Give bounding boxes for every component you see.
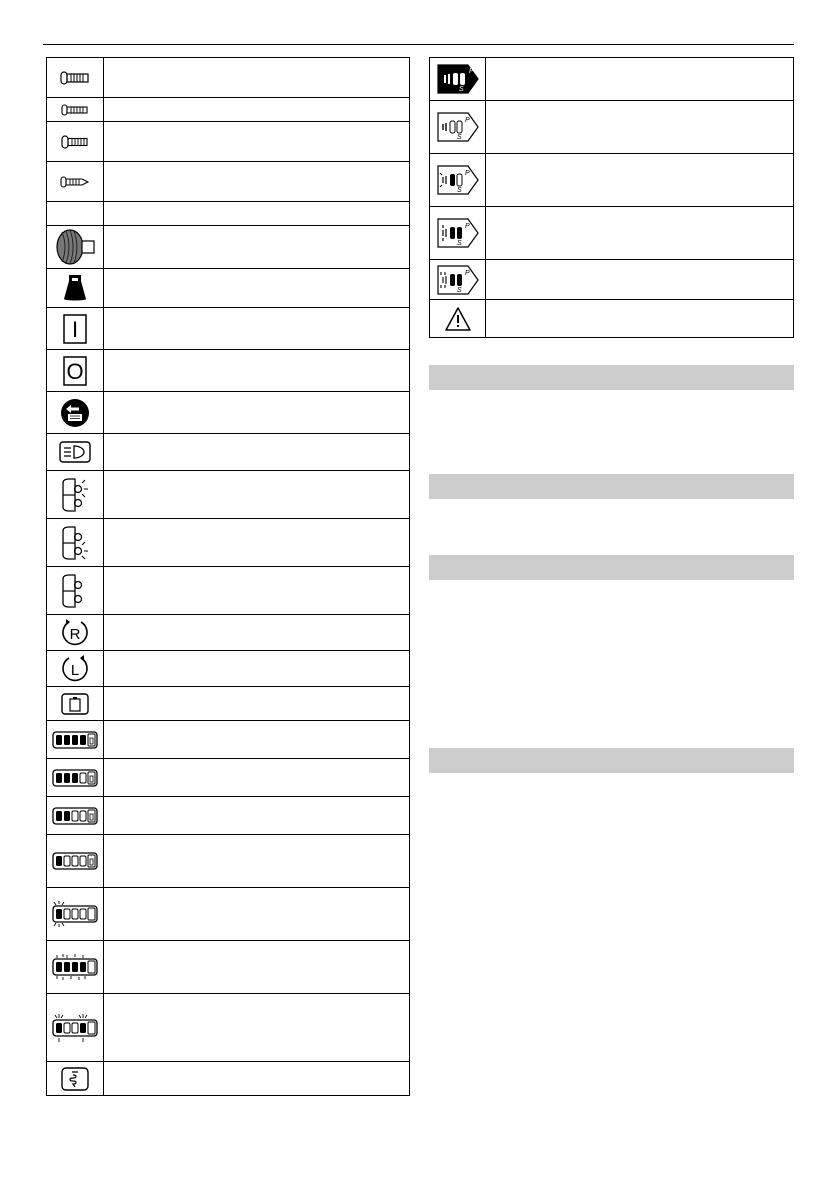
section-heading-bar bbox=[429, 365, 794, 390]
symbol-text bbox=[104, 308, 410, 350]
section-heading-bar bbox=[429, 474, 794, 499]
section-heading-bar bbox=[429, 748, 794, 773]
speed-mode-3-icon bbox=[430, 216, 485, 250]
speed-mode-2-icon bbox=[430, 163, 485, 197]
symbol-text bbox=[104, 941, 410, 994]
svg-text:S: S bbox=[456, 286, 462, 294]
symbol-text bbox=[104, 797, 410, 835]
symbol-row bbox=[430, 207, 794, 260]
symbol-text bbox=[486, 154, 794, 207]
symbol-text bbox=[486, 207, 794, 260]
symbol-text bbox=[104, 759, 410, 797]
symbol-row bbox=[47, 98, 410, 122]
symbol-text bbox=[486, 260, 794, 300]
symbol-text bbox=[104, 651, 410, 687]
symbol-row bbox=[47, 202, 410, 226]
symbol-text bbox=[104, 835, 410, 888]
symbol-row bbox=[47, 687, 410, 721]
rotation-right-icon bbox=[47, 618, 103, 648]
battery-level-2-icon bbox=[47, 807, 103, 825]
symbol-row bbox=[47, 941, 410, 994]
page-top-rule bbox=[43, 44, 794, 45]
symbol-row bbox=[430, 154, 794, 207]
symbol-row bbox=[47, 797, 410, 835]
symbol-text bbox=[104, 98, 410, 122]
symbol-row bbox=[430, 300, 794, 338]
battery-level-1-blinking-icon bbox=[47, 901, 103, 927]
screw-large-icon bbox=[47, 71, 103, 85]
symbol-text bbox=[104, 687, 410, 721]
symbol-text bbox=[104, 269, 410, 308]
symbol-row bbox=[47, 835, 410, 888]
symbol-text bbox=[104, 392, 410, 434]
screw-short-icon bbox=[47, 135, 103, 149]
power-off-switch-icon bbox=[47, 356, 103, 386]
symbols-table-right bbox=[429, 57, 794, 338]
symbol-text bbox=[104, 519, 410, 567]
svg-text:I: I bbox=[71, 316, 79, 342]
svg-text:P: P bbox=[464, 223, 470, 230]
symbol-text bbox=[104, 567, 410, 615]
svg-text:R: R bbox=[69, 625, 81, 643]
symbols-table-left bbox=[46, 57, 410, 1096]
battery-level-alternating-icon bbox=[47, 1013, 103, 1043]
symbol-text bbox=[486, 58, 794, 101]
symbol-row bbox=[430, 260, 794, 300]
symbol-row bbox=[47, 888, 410, 941]
power-on-switch-icon bbox=[47, 314, 103, 344]
battery-level-3-icon bbox=[47, 769, 103, 787]
symbol-text bbox=[104, 994, 410, 1062]
svg-text:S: S bbox=[456, 240, 462, 247]
symbol-text bbox=[104, 615, 410, 651]
symbol-row bbox=[47, 721, 410, 759]
screw-medium-icon bbox=[47, 104, 103, 116]
symbol-row bbox=[47, 471, 410, 519]
section-heading-bar bbox=[429, 555, 794, 580]
symbol-text bbox=[104, 58, 410, 98]
symbol-row bbox=[430, 58, 794, 101]
symbol-text bbox=[104, 434, 410, 471]
symbol-row bbox=[47, 392, 410, 434]
symbol-text bbox=[104, 721, 410, 759]
mode-bottom-lit-icon bbox=[47, 525, 103, 561]
speed-mode-solid-icon bbox=[430, 62, 485, 96]
svg-text:L: L bbox=[70, 661, 80, 679]
svg-text:S: S bbox=[456, 187, 462, 194]
warning-triangle-icon bbox=[430, 306, 485, 332]
bell-socket-icon bbox=[47, 273, 103, 303]
symbol-row bbox=[47, 759, 410, 797]
battery-level-1-icon bbox=[47, 852, 103, 870]
symbol-row bbox=[47, 519, 410, 567]
battery-level-all-blinking-icon bbox=[47, 954, 103, 980]
svg-text:S: S bbox=[458, 86, 464, 93]
symbol-text bbox=[104, 162, 410, 202]
symbol-row bbox=[47, 994, 410, 1062]
symbol-row bbox=[47, 269, 410, 308]
speed-mode-4-icon bbox=[430, 263, 485, 297]
symbol-row bbox=[47, 615, 410, 651]
symbol-row bbox=[47, 1062, 410, 1096]
symbol-row bbox=[47, 651, 410, 687]
svg-text:P: P bbox=[464, 170, 470, 177]
svg-text:P: P bbox=[464, 269, 470, 277]
symbol-row bbox=[430, 101, 794, 154]
headlight-icon bbox=[47, 441, 103, 463]
symbol-row bbox=[47, 162, 410, 202]
symbol-row bbox=[47, 350, 410, 392]
svg-text:O: O bbox=[66, 358, 84, 384]
symbol-row bbox=[47, 226, 410, 269]
symbol-text bbox=[486, 300, 794, 338]
svg-text:P: P bbox=[468, 68, 474, 75]
symbol-text bbox=[104, 350, 410, 392]
battery-level-4-icon bbox=[47, 731, 103, 749]
wire-spool-icon bbox=[47, 228, 103, 266]
symbol-text bbox=[104, 202, 410, 226]
rotation-left-icon bbox=[47, 654, 103, 684]
symbol-row bbox=[47, 308, 410, 350]
symbol-text bbox=[104, 226, 410, 269]
svg-text:P: P bbox=[464, 117, 470, 124]
symbol-text bbox=[104, 122, 410, 162]
mode-off-icon bbox=[47, 573, 103, 609]
self-tapping-screw-icon bbox=[47, 176, 103, 188]
symbol-text bbox=[104, 1062, 410, 1096]
symbol-row bbox=[47, 434, 410, 471]
symbol-row bbox=[47, 567, 410, 615]
symbol-text bbox=[486, 101, 794, 154]
symbol-row bbox=[47, 122, 410, 162]
battery-icon bbox=[47, 693, 103, 715]
svg-text:S: S bbox=[456, 134, 462, 141]
mode-top-lit-icon bbox=[47, 477, 103, 513]
speed-mode-1-icon bbox=[430, 110, 485, 144]
symbol-row bbox=[47, 58, 410, 98]
symbol-text bbox=[104, 471, 410, 519]
back-arrow-circle-icon bbox=[47, 398, 103, 428]
drill-bit-icon bbox=[47, 1067, 103, 1091]
symbol-text bbox=[104, 888, 410, 941]
